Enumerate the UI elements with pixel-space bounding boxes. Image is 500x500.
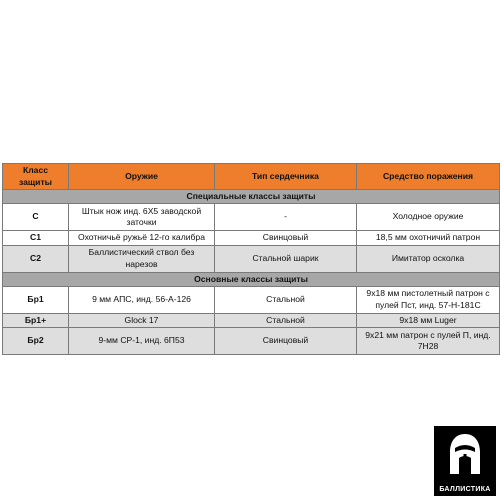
cell-weapon: Glock 17: [69, 313, 215, 328]
section-title: Специальные классы защиты: [3, 190, 500, 204]
cell-class: С: [3, 204, 69, 231]
table-row: [3, 286, 500, 313]
cell-core: Стальной: [215, 313, 357, 328]
table-header-row: [3, 164, 500, 190]
header-core-type: Тип сердечника: [215, 164, 357, 190]
header-class: Класс защиты: [3, 164, 69, 190]
cell-core: Стальной шарик: [215, 245, 357, 272]
cell-core: -: [215, 204, 357, 231]
cell-weapon: 9 мм АПС, инд. 56-А-126: [69, 286, 215, 313]
cell-means: Холодное оружие: [357, 204, 500, 231]
cell-weapon: Баллистический ствол без нарезов: [69, 245, 215, 272]
table-row: [3, 204, 500, 231]
protection-classes-table: [2, 163, 500, 355]
cell-means: Имитатор осколка: [357, 245, 500, 272]
table-row: [3, 313, 500, 328]
cell-weapon: 9-мм СР-1, инд. 6П53: [69, 328, 215, 355]
ballistika-logo: [434, 426, 496, 496]
cell-class: С2: [3, 245, 69, 272]
cell-class: Бр1+: [3, 313, 69, 328]
cell-core: Стальной: [215, 286, 357, 313]
table-row: [3, 328, 500, 355]
cell-means: 18,5 мм охотничий патрон: [357, 231, 500, 246]
cell-means: 9х18 мм пистолетный патрон с пулей Пст, инд. 57-Н-181С: [357, 286, 500, 313]
cell-core: Свинцовый: [215, 231, 357, 246]
cell-class: Бр2: [3, 328, 69, 355]
table-row: [3, 231, 500, 246]
section-row-special: [3, 190, 500, 204]
cell-means: 9х18 мм Luger: [357, 313, 500, 328]
cell-core: Свинцовый: [215, 328, 357, 355]
header-weapon: Оружие: [69, 164, 215, 190]
section-title: Основные классы защиты: [3, 272, 500, 286]
cell-class: С1: [3, 231, 69, 246]
cell-weapon: Штык нож инд. 6Х5 заводской заточки: [69, 204, 215, 231]
section-row-main: [3, 272, 500, 286]
cell-means: 9х21 мм патрон с пулей П, инд. 7Н28: [357, 328, 500, 355]
table-row: [3, 245, 500, 272]
spartan-helmet-icon: [447, 432, 483, 482]
header-means: Средство поражения: [357, 164, 500, 190]
logo-text: БАЛЛИСТИКА: [439, 486, 491, 493]
cell-class: Бр1: [3, 286, 69, 313]
cell-weapon: Охотничьё ружьё 12-го калибра: [69, 231, 215, 246]
